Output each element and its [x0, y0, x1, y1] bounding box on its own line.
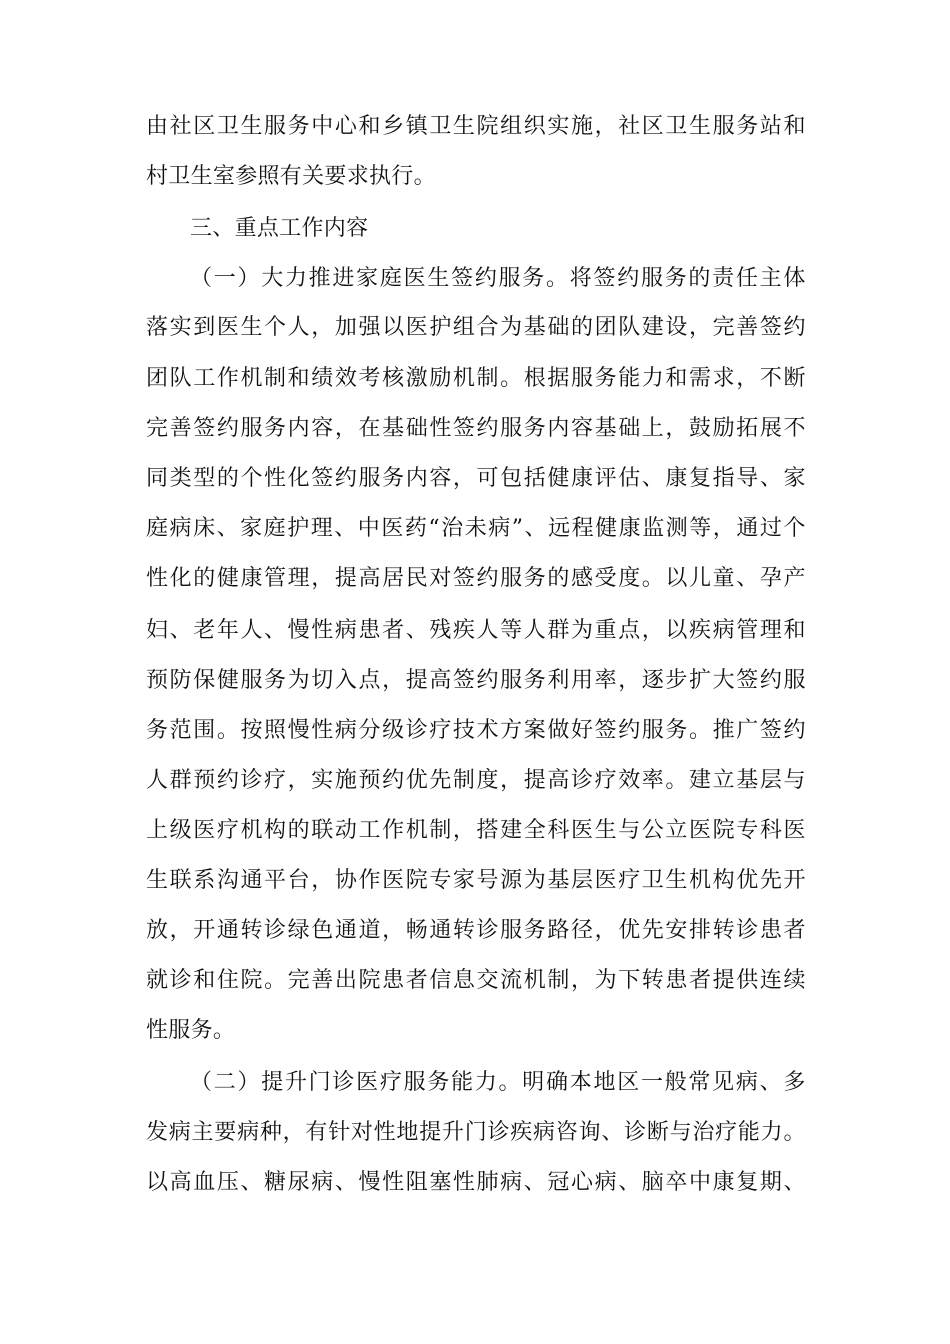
- text-line: 落 实 到 医 生 个 人 ， 加 强 以 医 护 组 合 为 基 础 的 团 队 建 设 ， 完 善 签 约: [146, 315, 806, 340]
- text-line: 完 善 签 约 服 务 内 容 ， 在 基 础 性 签 约 服 务 内 容 基 础 上 ， 鼓 励 拓 展 不: [146, 416, 806, 441]
- text-line: 由 社 区 卫 生 服 务 中 心 和 乡 镇 卫 生 院 组 织 实 施 ， 社 区 卫 生 服 务 站 和: [146, 114, 806, 139]
- text-line: 性 化 的 健 康 管 理 ， 提 高 居 民 对 签 约 服 务 的 感 受 度 。 以 儿 童 、 孕 产: [146, 566, 806, 591]
- text-line: 村卫生室参照有关要求执行。: [146, 164, 436, 189]
- text-line: 庭 病 床 、 家 庭 护 理 、 中 医 药 “ 治 未 病 ” 、 远 程 健 康 监 测 等 ， 通 过 个: [146, 516, 806, 541]
- section-heading: 三、重点工作内容: [190, 216, 369, 241]
- text-line: （ 一 ） 大 力 推 进 家 庭 医 生 签 约 服 务 。 将 签 约 服 务 的 责 任 主 体: [190, 266, 806, 291]
- text-line: 预 防 保 健 服 务 为 切 入 点 ， 提 高 签 约 服 务 利 用 率 ， 逐 步 扩 大 签 约 服: [146, 668, 806, 693]
- text-line: 妇 、 老 年 人 、 慢 性 病 患 者 、 残 疾 人 等 人 群 为 重 点 ， 以 疾 病 管 理 和: [146, 618, 806, 643]
- text-line: 上 级 医 疗 机 构 的 联 动 工 作 机 制 ， 搭 建 全 科 医 生 与 公 立 医 院 专 科 医: [146, 818, 806, 843]
- text-line: 团 队 工 作 机 制 和 绩 效 考 核 激 励 机 制 。 根 据 服 务 能 力 和 需 求 ， 不 断: [146, 366, 806, 391]
- text-line: 放 ， 开 通 转 诊 绿 色 通 道 ， 畅 通 转 诊 服 务 路 径 ， 优 先 安 排 转 诊 患 者: [146, 918, 806, 943]
- text-line: 务 范 围 。 按 照 慢 性 病 分 级 诊 疗 技 术 方 案 做 好 签 约 服 务 。 推 广 签 约: [146, 718, 806, 743]
- text-line: （ 二 ） 提 升 门 诊 医 疗 服 务 能 力 。 明 确 本 地 区 一 般 常 见 病 、 多: [190, 1070, 806, 1095]
- text-line: 发 病 主 要 病 种 ， 有 针 对 性 地 提 升 门 诊 疾 病 咨 询 、 诊 断 与 治 疗 能 力 。: [146, 1120, 806, 1145]
- text-line: 就 诊 和 住 院 。 完 善 出 院 患 者 信 息 交 流 机 制 ， 为 下 转 患 者 提 供 连 续: [146, 968, 806, 993]
- text-line: 人 群 预 约 诊 疗 ， 实 施 预 约 优 先 制 度 ， 提 高 诊 疗 效 率 。 建 立 基 层 与: [146, 768, 806, 793]
- text-line: 性服务。: [146, 1018, 236, 1043]
- text-line: 以 高 血 压 、 糖 尿 病 、 慢 性 阻 塞 性 肺 病 、 冠 心 病 、 脑 卒 中 康 复 期 、: [146, 1170, 806, 1195]
- text-line: 生 联 系 沟 通 平 台 ， 协 作 医 院 专 家 号 源 为 基 层 医 疗 卫 生 机 构 优 先 开: [146, 868, 806, 893]
- text-line: 同 类 型 的 个 性 化 签 约 服 务 内 容 ， 可 包 括 健 康 评 估 、 康 复 指 导 、 家: [146, 466, 806, 491]
